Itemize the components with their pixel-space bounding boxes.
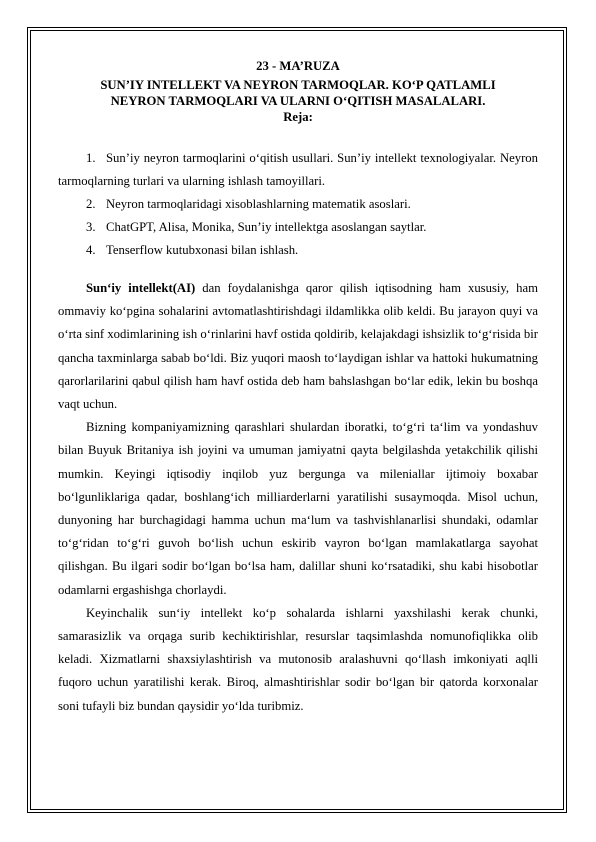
plan-heading: Reja: <box>283 110 313 124</box>
lecture-title-line2: NEYRON TARMOQLARI VA ULARNI O‘QITISH MASALALARI. <box>110 94 486 108</box>
document-content <box>58 58 538 718</box>
plan-item <box>58 216 538 239</box>
plan-item-text: ChatGPT, Alisa, Monika, Sun’iy intellektga asoslangan saytlar. <box>106 220 427 234</box>
paragraph-lead-term: Sun‘iy intellekt(AI) <box>86 281 196 295</box>
plan-item-text: Neyron tarmoqlaridagi xisoblashlarning matematik asoslari. <box>106 197 411 211</box>
lecture-title <box>58 77 538 109</box>
plan-item <box>58 147 538 193</box>
plan-item-number: 1. <box>86 151 96 165</box>
plan-item-text: Tenserflow kutubxonasi bilan ishlash. <box>106 243 299 257</box>
body-paragraph-1 <box>58 277 538 416</box>
plan-list <box>58 147 538 262</box>
body-paragraph-3: Keyinchalik sun‘iy intellekt ko‘p sohalarda ishlarni yaxshilashi kerak chunki, samarasizlik va orqaga surib kechiktirishlar, resurslar taqsimlashda nomunofiqlikka olib keladi. Xizmatlarni shaxsiylashtirish va mutonosib aralashuvni qo‘llash imkoniyati aqlli fuqoro uchun yaratilishi kerak. Biroq, almashtirishlar sodir bo‘lgan bir qatorda korxonalar soni tufayli biz bundan qaysidir yo‘lda turibmiz. <box>58 605 538 713</box>
body-paragraph-2: Bizning kompaniyamizning qarashlari shulardan iboratki, to‘g‘ri ta‘lim va yondashuv bilan Buyuk Britaniya ish joyini va umuman jamiyatni qayta belgilashda yetakchilik qilishi mumkin. Keyingi iqtisodiy inqilob yuz bergunga va mileniallar ijtimoiy boxabar bo‘lgunliklariga qadar, boshlang‘ich milliarderlarni yaratilishi susaymoqda. Misol uchun, dunyoning har burchagidagi hamma uchun ma‘lum va tashvishlanarlisi shundaki, odamlar to‘g‘ridan to‘g‘ri guvoh bo‘lish uchun eskirib vayron bo‘lgan mamlakatlarga sayohat qilishgan. Bu ilgari sodir bo‘lgan bo‘lsa ham, dalillar shuni ko‘rsatadiki, shu kabi hisobotlar odamlarni ergashishga chorlaydi. <box>58 420 538 597</box>
paragraph-text: dan foydalanishga qaror qilish iqtisodning ham xususiy, ham ommaviy ko‘pgina sohalarini avtomatlashtirishdagi ildamlikka olib keldi. Bu jarayon quyi va o‘rta sinf xodimlarining ish o‘rinlarini havf ostida qoldirib, kelajakdagi ishsizlik to‘g‘risida bir qancha taxminlarga sabab bo‘ldi. Biz yuqori maosh to‘laydigan ishlar va hattoki hukumatning qarorlarilarini qabul qilish ham havf ostida deb ham bahslashgan bo‘lar edik, lekin bu boshqa vaqt uchun. <box>58 281 538 412</box>
plan-item-text: Sun’iy neyron tarmoqlarini o‘qitish usullari. Sun’iy intellekt texnologiyalar. Neyron tarmoqlarning turlari va ularning ishlash tamoyillari. <box>58 151 538 188</box>
plan-item <box>58 239 538 262</box>
lecture-title-line1: SUN’IY INTELLEKT VA NEYRON TARMOQLAR. KO‘P QATLAMLI <box>100 78 496 92</box>
plan-item-number: 2. <box>86 197 96 211</box>
plan-item-number: 3. <box>86 220 96 234</box>
plan-item <box>58 193 538 216</box>
plan-item-number: 4. <box>86 243 96 257</box>
lecture-number: 23 - MA’RUZA <box>256 59 340 73</box>
